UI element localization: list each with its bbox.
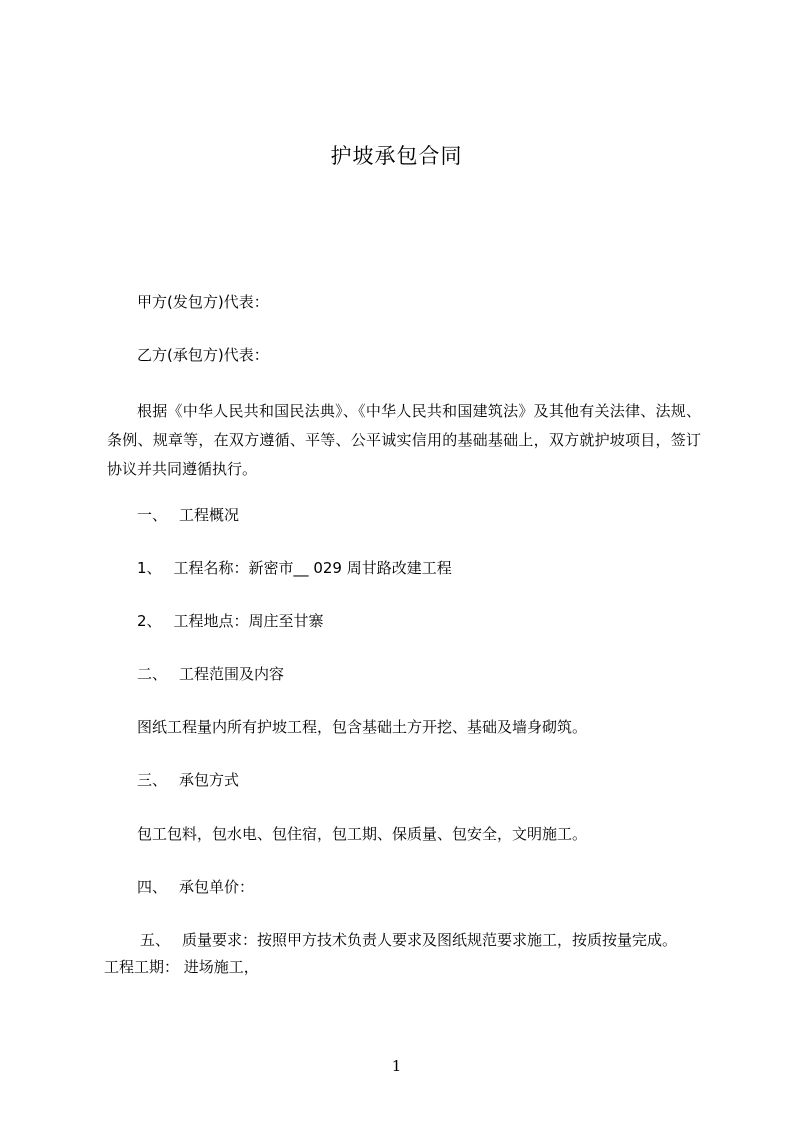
- section-number: 一、: [137, 506, 168, 524]
- preamble-paragraph: 根据《中华人民共和国民法典》、《中华人民共和国建筑法》及其他有关法律、法规、条例、规章等，在双方遵循、平等、公平诚实信用的基础基础上，双方就护坡项目，签订协议并共同遵循执行。: [107, 402, 701, 478]
- party-a-line: 甲方(发包方)代表：: [137, 293, 269, 311]
- page-number: 1: [391, 1057, 402, 1075]
- section-number: 五、: [140, 931, 171, 949]
- section-heading: [140, 930, 677, 950]
- section-body: 工程工期： 进场施工，: [104, 958, 259, 976]
- party-b-line: 乙方(承包方)代表：: [137, 346, 269, 364]
- item-text: 工程地点：周庄至甘寨: [173, 612, 324, 630]
- section-body: 包工包料，包水电、包住宿，包工期、保质量、包安全，文明施工。: [137, 825, 588, 843]
- section-number: 三、: [137, 771, 168, 789]
- section-heading: [137, 877, 254, 897]
- section-heading: [137, 505, 239, 525]
- section-title: 工程范围及内容: [179, 665, 285, 683]
- section-title: 承包方式: [179, 771, 240, 789]
- document-title: 护坡承包合同: [330, 144, 463, 168]
- section-number: 四、: [137, 878, 168, 896]
- section-title: 工程概况: [179, 506, 240, 524]
- section-body: 图纸工程量内所有护坡工程，包含基础土方开挖、基础及墙身砌筑。: [137, 718, 588, 736]
- section-heading: [137, 770, 239, 790]
- item-number: 1、: [137, 559, 162, 577]
- item-text: 工程名称：新密市__ 029 周甘路改建工程: [173, 559, 452, 577]
- list-item: [137, 558, 452, 578]
- list-item: [137, 611, 324, 631]
- item-number: 2、: [137, 612, 162, 630]
- section-number: 二、: [137, 665, 168, 683]
- section-heading: [137, 664, 284, 684]
- section-title: 质量要求：按照甲方技术负责人要求及图纸规范要求施工，按质按量完成。: [182, 931, 678, 949]
- section-title: 承包单价：: [179, 878, 255, 896]
